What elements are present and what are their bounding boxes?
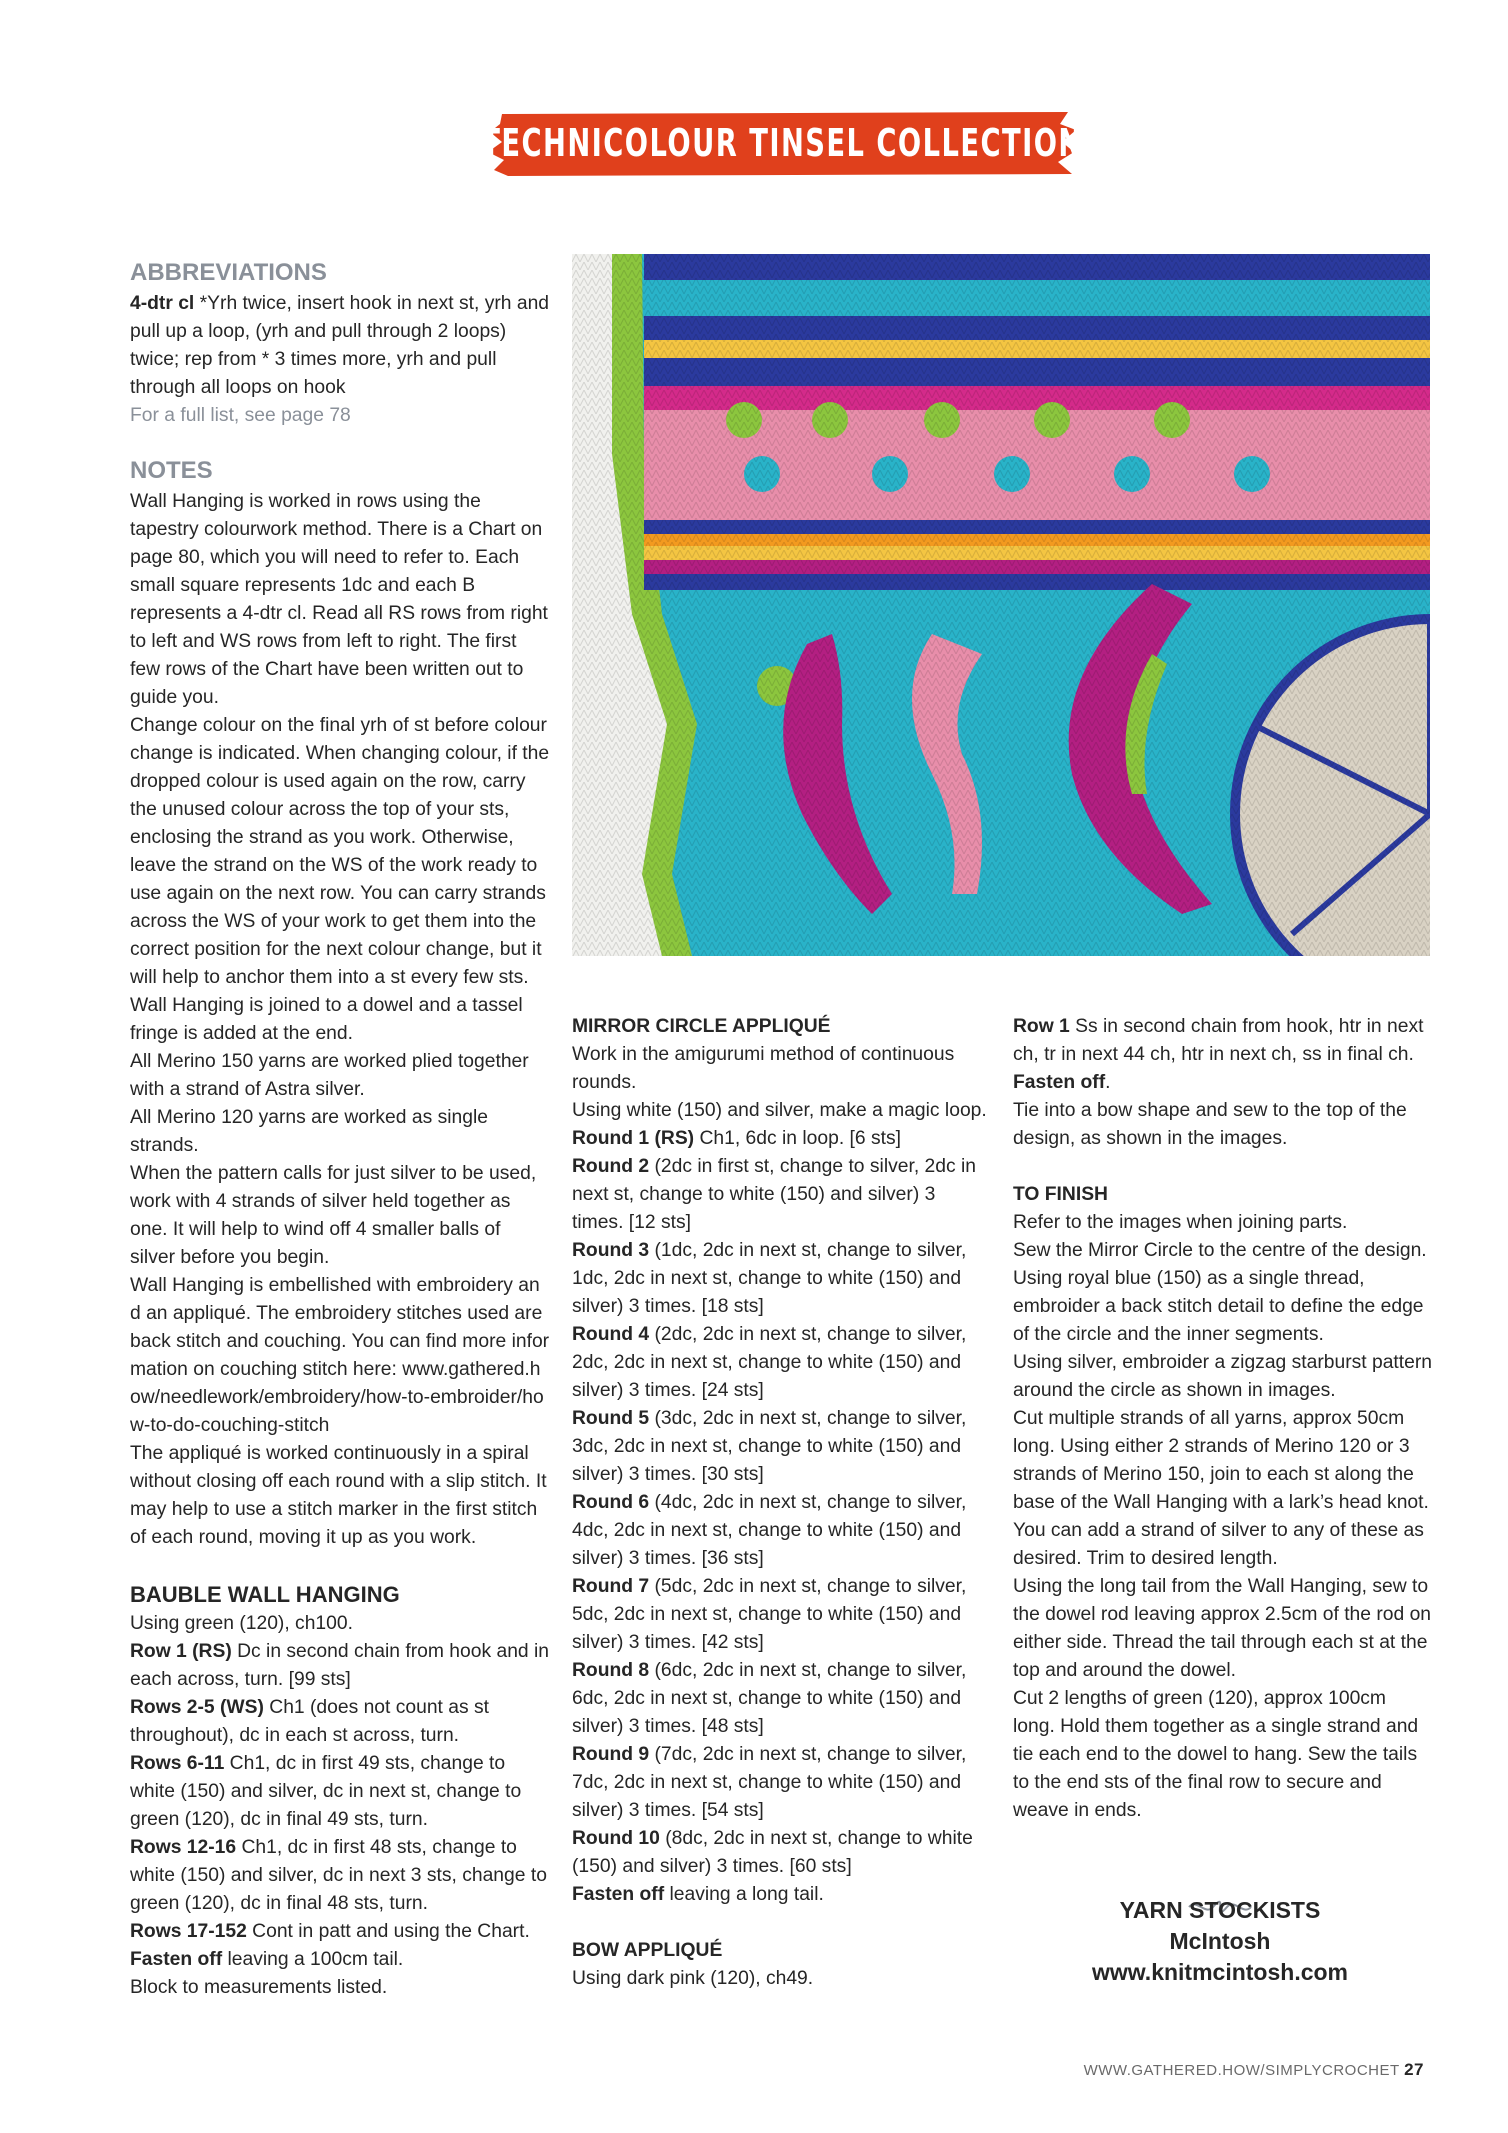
round-label: Round 3 xyxy=(572,1240,650,1261)
row-text: Ch1 (does not count as st throughout), dc in each st across, turn. xyxy=(130,1697,489,1746)
abbreviations-heading: ABBREVIATIONS xyxy=(130,259,327,286)
bauble-intro: Using green (120), ch100. xyxy=(130,1613,353,1634)
notes-paragraph: When the pattern calls for just silver to be used, work with 4 strands of silver held together as one. It will help to wind off 4 smaller balls of silver before you begin. xyxy=(130,1163,537,1268)
finish-paragraph: Cut 2 lengths of green (120), approx 100cm long. Hold them together as a single strand and tie each end to the dowel to hang. Sew the tails to the end sts of the final row to secure and weave in ends. xyxy=(1013,1688,1419,1821)
round-label: Round 9 xyxy=(572,1744,650,1765)
notes-paragraph: The appliqué is worked continuously in a spiral without closing off each round with a slip stitch. It may help to use a stitch marker in the first stitch of each round, moving it up as you work. xyxy=(130,1443,547,1548)
round-label: Round 8 xyxy=(572,1660,650,1681)
row-text: Dc in second chain from hook and in each across, turn. [99 sts] xyxy=(130,1641,550,1690)
pattern-round xyxy=(572,1405,992,1489)
round-label: Round 1 (RS) xyxy=(572,1128,695,1149)
pattern-round xyxy=(572,1489,992,1573)
pattern-round xyxy=(572,1321,992,1405)
notes-paragraph: Change colour on the final yrh of st before colour change is indicated. When changing colour, if the dropped colour is used again on the row, carry the unused colour across the top of your sts, enclosing the strand as you work. Otherwise, leave the strand on the WS of the work ready to use again on the next row. You can carry strands across the WS of your work to get them into the correct position for the next colour change, but it will help to anchor them into a st every few sts. xyxy=(130,715,550,988)
notes-paragraph: Wall Hanging is joined to a dowel and a tassel fringe is added at the end. xyxy=(130,995,523,1044)
stockists-heading: YARN STOCKISTS xyxy=(1119,1897,1321,1923)
notes-paragraph: Wall Hanging is worked in rows using the tapestry colourwork method. There is a Chart on page 80, which you will need to refer to. Each small square represents 1dc and each B represents a 4-dtr cl. Read all RS rows from right to left and WS rows from left to right. The first few rows of the Chart have been written out to guide you. xyxy=(130,491,548,708)
pattern-row xyxy=(130,1918,550,1946)
round-label: Round 4 xyxy=(572,1324,650,1345)
row-label: Rows 12-16 xyxy=(130,1837,237,1858)
pattern-round xyxy=(572,1125,992,1153)
abbreviation-entry xyxy=(130,290,550,402)
pattern-round xyxy=(572,1573,992,1657)
abbreviation-term: 4-dtr cl xyxy=(130,293,195,314)
left-column xyxy=(130,258,550,2002)
page-title: TECHNICOLOUR TINSEL COLLECTION xyxy=(481,121,1083,165)
pattern-round xyxy=(572,1237,992,1321)
pattern-row xyxy=(130,1694,550,1750)
row-text: Ch1, dc in first 49 sts, change to white (150) and silver, dc in next st, change to green (120), dc in final 49 sts, turn. xyxy=(130,1753,522,1830)
pattern-round xyxy=(572,1825,992,1881)
bow-outro: Tie into a bow shape and sew to the top of the design, as shown in the images. xyxy=(1013,1100,1407,1149)
row-label: Rows 2-5 (WS) xyxy=(130,1697,264,1718)
finish-heading: TO FINISH xyxy=(1013,1184,1108,1205)
round-text: (5dc, 2dc in next st, change to silver, 5dc, 2dc in next st, change to white (150) and silver) 3 times. [42 sts] xyxy=(572,1576,967,1653)
round-text: leaving a long tail. xyxy=(664,1884,824,1905)
round-label: Round 7 xyxy=(572,1576,650,1597)
pattern-round xyxy=(572,1657,992,1741)
row-text: Ch1, dc in first 48 sts, change to white (150) and silver, dc in next 3 sts, change to green (120), dc in final 48 sts, turn. xyxy=(130,1837,547,1914)
round-text: (4dc, 2dc in next st, change to silver, 4dc, 2dc in next st, change to white (150) and silver) 3 times. [36 sts] xyxy=(572,1492,967,1569)
row-label: Row 1 (RS) xyxy=(130,1641,232,1662)
title-banner xyxy=(481,108,1083,178)
row-label: Rows 17-152 xyxy=(130,1921,247,1942)
finish-paragraph: Using silver, embroider a zigzag starburst pattern around the circle as shown in images. xyxy=(1013,1352,1433,1401)
finish-paragraph: Refer to the images when joining parts. xyxy=(1013,1212,1348,1233)
finish-paragraph: Sew the Mirror Circle to the centre of the design. Using royal blue (150) as a single thread, embroider a back stitch detail to define the edge of the circle and the inner segments. xyxy=(1013,1240,1427,1345)
round-text: (7dc, 2dc in next st, change to silver, 7dc, 2dc in next st, change to white (150) and silver) 3 times. [54 sts] xyxy=(572,1744,967,1821)
stockist-name: McIntosh xyxy=(1169,1928,1271,1954)
round-text: Ch1, 6dc in loop. [6 sts] xyxy=(694,1128,901,1149)
footer-url: WWW.GATHERED.HOW/SIMPLYCROCHET xyxy=(1083,2062,1400,2079)
abbreviations-reference: For a full list, see page 78 xyxy=(130,405,351,426)
round-label: Round 2 xyxy=(572,1156,650,1177)
round-label: Fasten off xyxy=(572,1884,665,1905)
mirror-heading: MIRROR CIRCLE APPLIQUÉ xyxy=(572,1016,831,1037)
row-label: Rows 6-11 xyxy=(130,1753,225,1774)
row-text: leaving a 100cm tail. xyxy=(222,1949,404,1970)
bauble-heading: BAUBLE WALL HANGING xyxy=(130,1582,400,1607)
row-text: Cont in patt and using the Chart. xyxy=(246,1921,530,1942)
fasten-off-punctuation: . xyxy=(1105,1072,1111,1093)
wall-hanging-photo xyxy=(572,254,1430,956)
round-text: (2dc in first st, change to silver, 2dc in next st, change to white (150) and silver) 3 times. [12 sts] xyxy=(572,1156,976,1233)
bow-intro: Using dark pink (120), ch49. xyxy=(572,1968,814,1989)
pattern-row xyxy=(130,1750,550,1834)
round-text: (2dc, 2dc in next st, change to silver, 2dc, 2dc in next st, change to white (150) and silver) 3 times. [24 sts] xyxy=(572,1324,967,1401)
middle-column xyxy=(572,1013,992,1993)
yarn-stockists xyxy=(1040,1895,1400,1988)
round-label: Round 6 xyxy=(572,1492,650,1513)
bauble-outro: Block to measurements listed. xyxy=(130,1977,388,1998)
mirror-intro: Work in the amigurumi method of continuous rounds. xyxy=(572,1044,955,1093)
round-label: Round 5 xyxy=(572,1408,650,1429)
row-text: Ss in second chain from hook, htr in next ch, tr in next 44 ch, htr in next ch, ss in final ch. xyxy=(1013,1016,1424,1065)
fasten-off-line xyxy=(1013,1069,1433,1097)
abbreviation-definition: *Yrh twice, insert hook in next st, yrh and pull up a loop, (yrh and pull through 2 loops) twice; rep from * 3 times more, yrh and pull through all loops on hook xyxy=(130,293,550,398)
page-number: 27 xyxy=(1404,2060,1424,2079)
notes-paragraph: Wall Hanging is embellished with embroidery and an appliqué. The embroidery stitches used are back stitch and couching. You can find more information on couching stitch here: www.gathered.how/needlework/embroidery/how-to-embroider/how-to-do-couching-stitch xyxy=(130,1275,550,1436)
round-text: (3dc, 2dc in next st, change to silver, 3dc, 2dc in next st, change to white (150) and silver) 3 times. [30 sts] xyxy=(572,1408,967,1485)
notes-paragraph: All Merino 150 yarns are worked plied together with a strand of Astra silver. xyxy=(130,1051,529,1100)
row-label: Row 1 xyxy=(1013,1016,1070,1037)
round-label: Round 10 xyxy=(572,1828,660,1849)
pattern-row xyxy=(130,1834,550,1918)
fasten-off-label: Fasten off xyxy=(1013,1072,1106,1093)
pattern-row xyxy=(1013,1013,1433,1069)
notes-heading: NOTES xyxy=(130,457,213,484)
round-text: (6dc, 2dc in next st, change to silver, 6dc, 2dc in next st, change to white (150) and silver) 3 times. [48 sts] xyxy=(572,1660,967,1737)
notes-paragraph: All Merino 120 yarns are worked as single strands. xyxy=(130,1107,488,1156)
stockist-url: www.knitmcintosh.com xyxy=(1091,1959,1348,1985)
page-footer xyxy=(1084,2060,1424,2080)
pattern-row xyxy=(130,1638,550,1694)
row-label: Fasten off xyxy=(130,1949,223,1970)
round-text: (1dc, 2dc in next st, change to silver, 1dc, 2dc in next st, change to white (150) and silver) 3 times. [18 sts] xyxy=(572,1240,967,1317)
right-column xyxy=(1013,1013,1433,1825)
round-text: (8dc, 2dc in next st, change to white (150) and silver) 3 times. [60 sts] xyxy=(572,1828,973,1877)
pattern-row xyxy=(130,1946,550,1974)
mirror-intro: Using white (150) and silver, make a magic loop. xyxy=(572,1100,987,1121)
bow-heading: BOW APPLIQUÉ xyxy=(572,1940,723,1961)
pattern-round xyxy=(572,1881,992,1909)
finish-paragraph: Using the long tail from the Wall Hanging, sew to the dowel rod leaving approx 2.5cm of the rod on either side. Thread the tail through each st at the top and around the dowel. xyxy=(1013,1576,1432,1681)
pattern-round xyxy=(572,1741,992,1825)
pattern-round xyxy=(572,1153,992,1237)
finish-paragraph: Cut multiple strands of all yarns, approx 50cm long. Using either 2 strands of Merino 120 or 3 strands of Merino 150, join to each st along the base of the Wall Hanging with a lark’s head knot. You can add a strand of silver to any of these as desired. Trim to desired length. xyxy=(1013,1408,1429,1569)
